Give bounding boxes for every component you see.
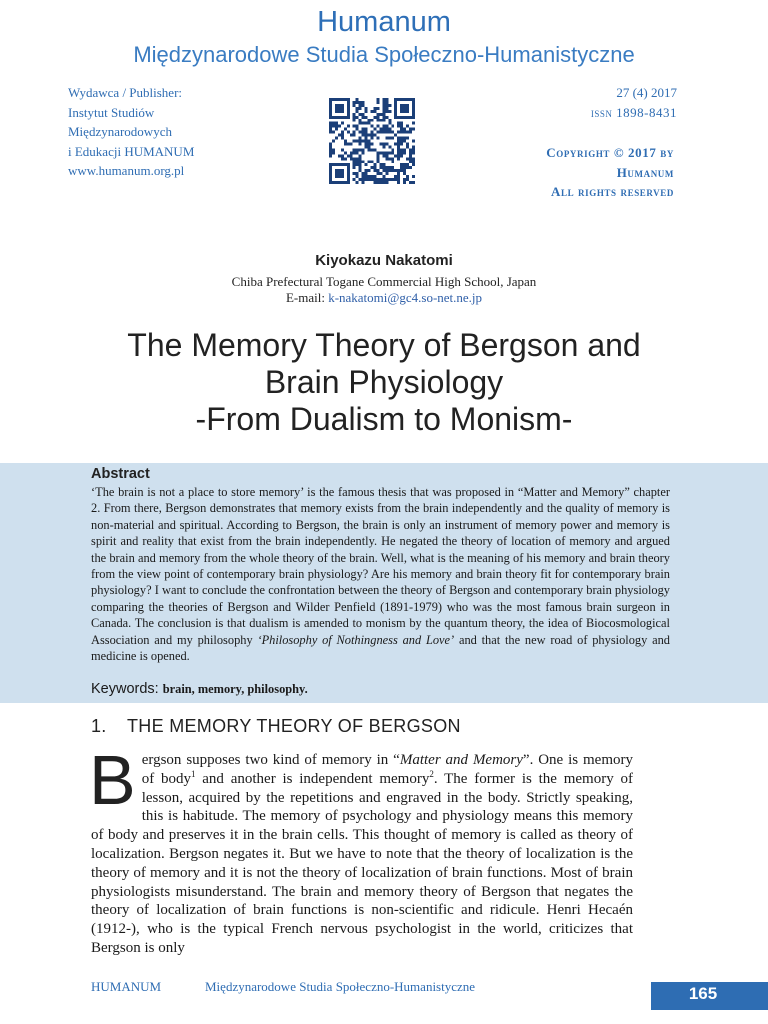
copyright-block xyxy=(546,143,674,202)
title-line: Brain Physiology xyxy=(264,364,504,400)
author-name: Kiyokazu Nakatomi xyxy=(315,252,453,269)
body-text-4: . The former is the memory of lesson, acquired by the repetitions and engraved in the body. Strictly speaking, this is habitude. The memory of psychology and physiology means this memory of body and preserves it in the brain cells. This thought of memory is called as theory of localization. Bergson negates it. But we have to note that the theory of localization is the theory of memory and it is not the theory of localization of brain functions. Most of brain physiologists misunderstand. The brain and memory theory of Bergson that negates the theory of localization of brain functions is non-scientific and ridicule. Henri Hecaén (1912-), who is the typical French nervous psychologist in the world, criticizes that Bergson is only xyxy=(91,770,633,956)
keywords-label: Keywords: xyxy=(91,681,163,697)
body-text-2: ”. One is memory of body xyxy=(141,752,633,787)
journal-subtitle: Międzynarodowe Studia Społeczno-Humanistyczne xyxy=(133,42,635,67)
title-line: -From Dualism to Monism- xyxy=(195,401,573,437)
author-email-line xyxy=(0,290,768,306)
publisher-line: Instytut Studiów xyxy=(68,104,155,120)
footer-subtitle: Międzynarodowe Studia Społeczno-Humanistyczne xyxy=(205,979,476,994)
body-text-3: and another is independent memory xyxy=(195,770,430,787)
publisher-website-link[interactable]: www.humanum.org.pl xyxy=(68,163,185,178)
copyright-line: Humanum xyxy=(616,164,674,180)
paper-title xyxy=(0,327,768,438)
publisher-block xyxy=(68,83,194,181)
abstract-text xyxy=(91,484,670,664)
issue-number: 27 (4) 2017 xyxy=(616,85,677,100)
body-text-1: ergson supposes two kind of memory in “ xyxy=(141,752,400,768)
copyright-line: All rights reserved xyxy=(550,184,674,199)
body-paragraph xyxy=(89,741,633,958)
abstract-body: ‘The brain is not a place to store memory’ is the famous thesis that was proposed in “Matter and Memory” chapter 2. From there, Bergson demonstrates that memory exists from the brain independently and the quality of memory is non-material and spiritual. According to Bergson, the brain is only an instrument of memory power and memory is spirit and reality that exist from the brain independently. He negated the theory of location of memory and argued the brain and memory from the whole theory of the brain. Well, what is the meaning of his memory and brain theory from the view point of contemporary brain physiology? Are his memory and brain theory fit for contemporary brain physiology? I want to conclude the confrontation between the theory of Bergson and contemporary brain physiology comparing the theories of Bergson and Wilder Penfield (1891-1979) who was the most famous brain surgeon in Canada. The conclusion is that dualism is amended to monism by the quantum theory, the idea of Biocosmological Association and my philosophy xyxy=(91,485,670,647)
publisher-line: Międzynarodowych xyxy=(68,124,172,139)
section-heading xyxy=(91,716,461,737)
qr-code-icon xyxy=(327,98,417,184)
section-number: 1. xyxy=(91,716,107,736)
section-title: THE MEMORY THEORY OF BERGSON xyxy=(127,716,461,736)
email-label: E-mail: xyxy=(285,290,329,305)
publisher-line: i Edukacji HUMANUM xyxy=(68,143,195,159)
abstract-body-end: and that the new road of physiology and medicine is opened. xyxy=(91,632,670,664)
copyright-line: Copyright © 2017 by xyxy=(546,145,674,160)
keywords-value: brain, memory, philosophy. xyxy=(162,682,308,696)
footer-journal: HUMANUM xyxy=(91,979,162,994)
journal-title: Humanum xyxy=(317,6,451,38)
email-link[interactable]: k-nakatomi@gc4.so-net.ne.jp xyxy=(328,290,483,305)
footnote-ref-1[interactable]: 1 xyxy=(190,768,196,779)
abstract-italic: ‘Philosophy of Nothingness and Love’ xyxy=(257,632,455,647)
title-line: The Memory Theory of Bergson and xyxy=(127,327,641,363)
body-text-italic: Matter and Memory xyxy=(399,752,523,768)
issn: issn 1898-8431 xyxy=(590,104,677,120)
page-number: 165 xyxy=(688,984,718,1003)
author-affiliation: Chiba Prefectural Togane Commercial High School, Japan xyxy=(231,274,537,289)
publisher-line: Wydawca / Publisher: xyxy=(68,85,183,100)
issue-info xyxy=(591,83,677,122)
keywords xyxy=(91,681,308,697)
abstract-heading: Abstract xyxy=(91,466,150,482)
footnote-ref-2[interactable]: 2 xyxy=(429,768,434,779)
drop-cap: B xyxy=(89,741,136,819)
